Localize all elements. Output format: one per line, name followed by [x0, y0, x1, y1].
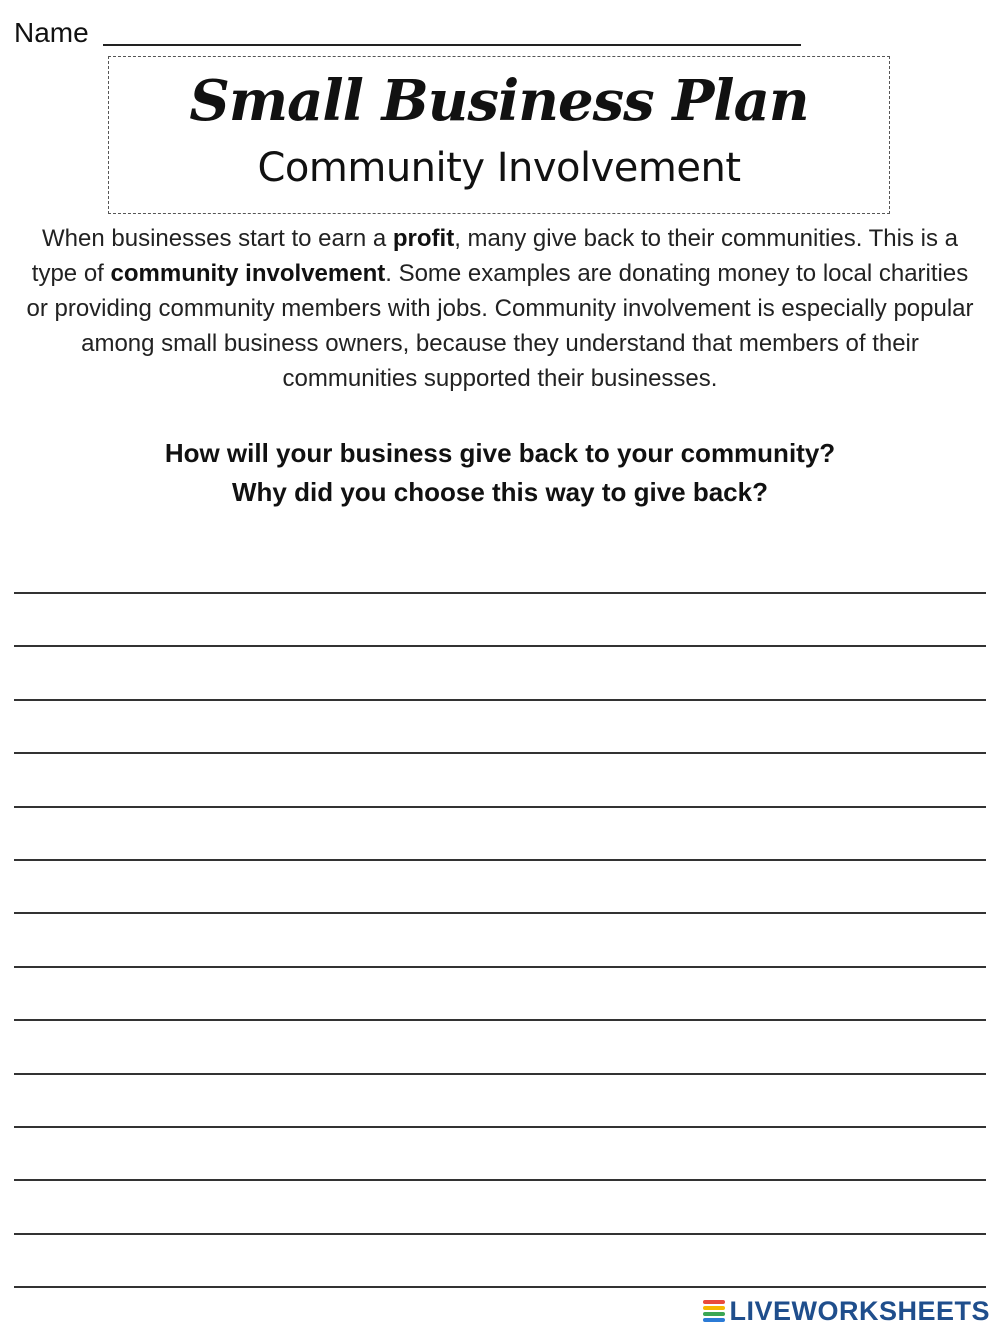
answer-line[interactable]	[14, 1073, 986, 1075]
logo-color-block	[703, 1318, 725, 1322]
question-2: Why did you choose this way to give back?	[232, 477, 768, 507]
page-title: Small Business Plan	[189, 68, 809, 134]
intro-text-3: . Some examples are donating money to local charities or providing community members with jobs. Community involvement is especially popular among small business owners, because they understand that members of their communities supported their businesses.	[26, 260, 974, 392]
intro-bold-profit: profit	[392, 225, 455, 252]
intro-text-2: , many give back to their communities. This is a type of	[31, 225, 958, 287]
name-label: Name	[14, 17, 89, 48]
intro-paragraph	[18, 221, 982, 396]
answer-line[interactable]	[14, 1179, 986, 1181]
answer-line[interactable]	[14, 752, 986, 754]
answer-line[interactable]	[14, 1286, 986, 1288]
intro-text-1: When businesses start to earn a	[42, 225, 393, 252]
answer-line[interactable]	[14, 912, 986, 914]
branding	[703, 1296, 990, 1326]
answer-line[interactable]	[14, 966, 986, 968]
name-input-line[interactable]	[103, 44, 801, 46]
question-block	[18, 434, 982, 512]
answer-line[interactable]	[14, 1233, 986, 1235]
answer-line[interactable]	[14, 645, 986, 647]
logo-color-block	[703, 1306, 725, 1310]
name-row	[14, 12, 814, 48]
answer-line[interactable]	[14, 699, 986, 701]
page-subtitle: Community Involvement	[257, 145, 741, 191]
question-1: How will your business give back to your community?	[164, 438, 836, 468]
logo-color-block	[703, 1312, 725, 1316]
answer-line[interactable]	[14, 1019, 986, 1021]
answer-line[interactable]	[14, 859, 986, 861]
answer-line[interactable]	[14, 592, 986, 594]
brand-text: LIVEWORKSHEETS	[729, 1295, 990, 1326]
answer-line[interactable]	[14, 806, 986, 808]
logo-color-block	[703, 1300, 725, 1304]
title-box	[108, 56, 890, 214]
intro-bold-community-involvement: community involvement	[110, 260, 386, 287]
answer-line[interactable]	[14, 1126, 986, 1128]
liveworksheets-logo-icon	[703, 1299, 725, 1323]
